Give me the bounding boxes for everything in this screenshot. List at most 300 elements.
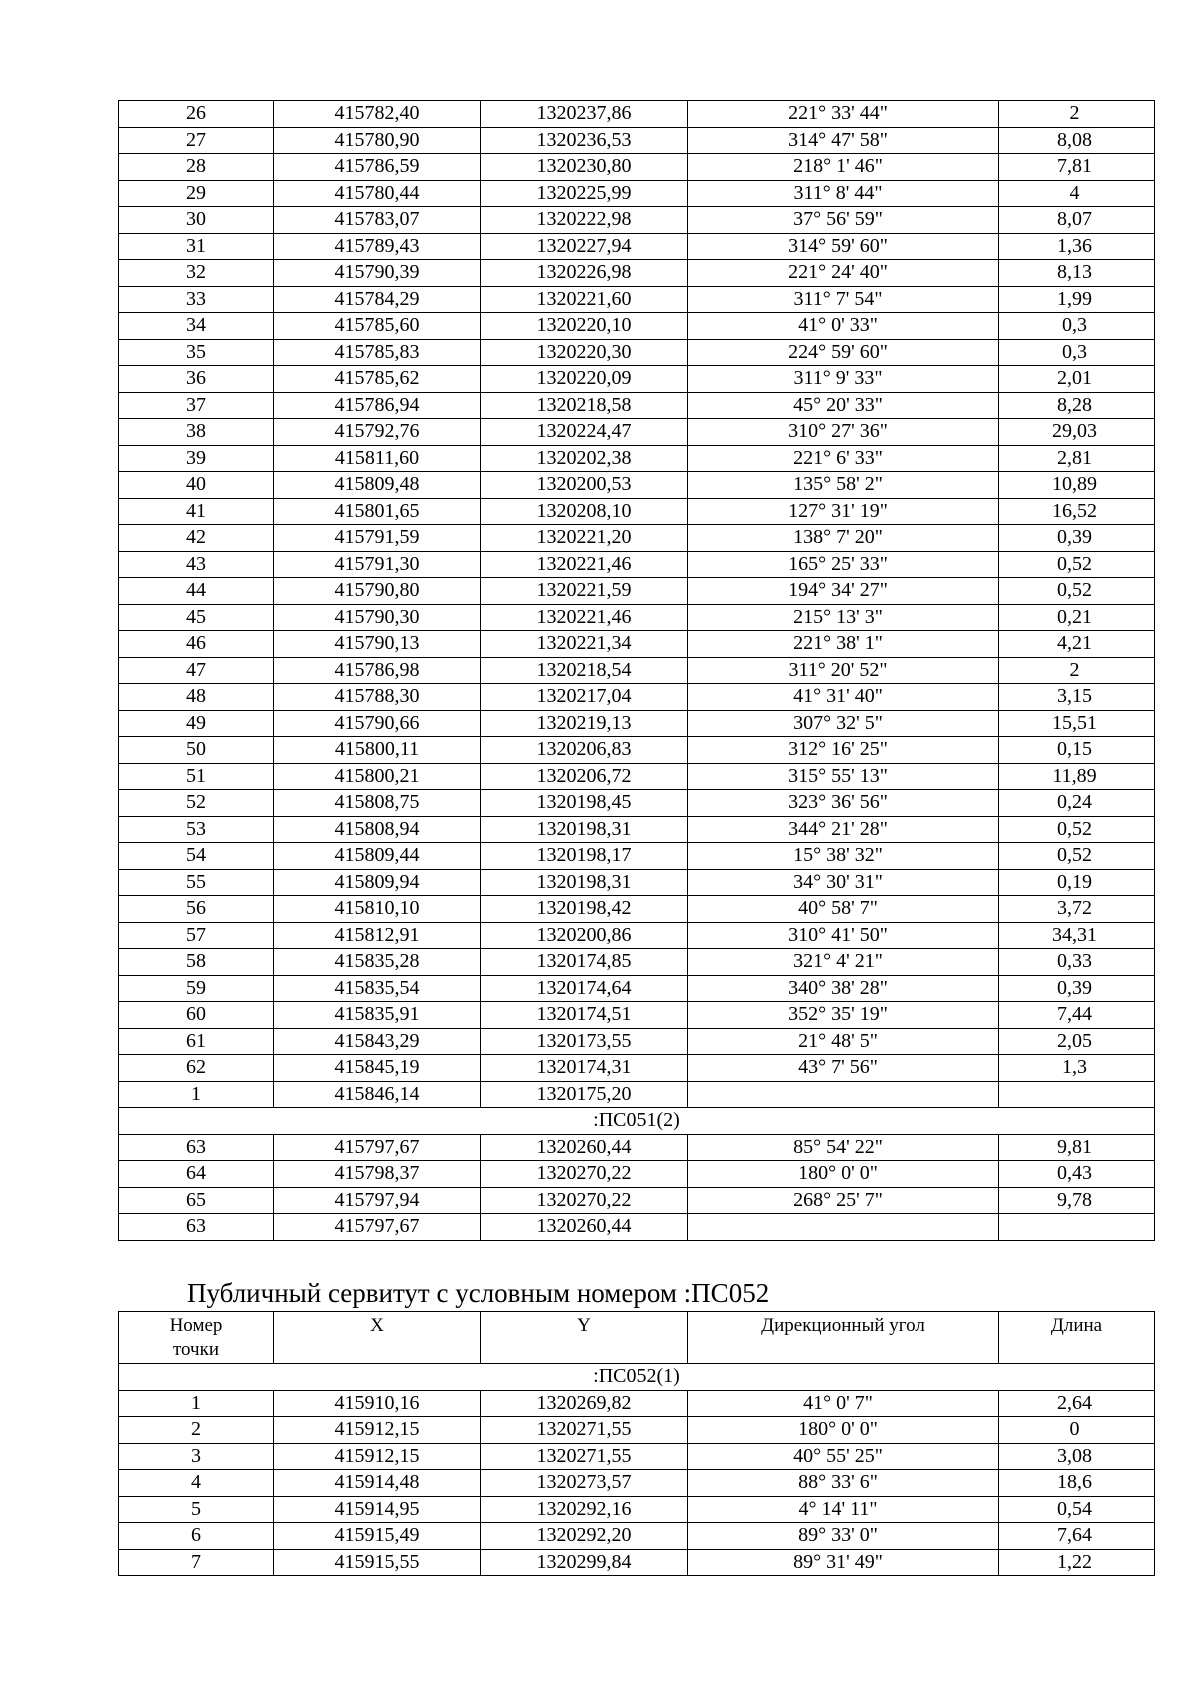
point-number-cell: 3 (119, 1443, 274, 1470)
direction-angle-cell: 40° 55' 25" (688, 1443, 999, 1470)
y-coordinate-cell: 1320200,86 (481, 922, 688, 949)
table-row (119, 684, 1155, 711)
point-number-cell: 35 (119, 339, 274, 366)
length-cell: 8,28 (999, 392, 1155, 419)
x-coordinate-cell: 415790,30 (274, 604, 481, 631)
length-cell: 2 (999, 101, 1155, 128)
x-coordinate-cell: 415808,75 (274, 790, 481, 817)
table-row (119, 366, 1155, 393)
x-coordinate-cell: 415791,30 (274, 551, 481, 578)
table-body-part1 (119, 101, 1155, 1108)
length-cell (999, 1081, 1155, 1108)
y-coordinate-cell: 1320271,55 (481, 1443, 688, 1470)
y-coordinate-cell: 1320221,34 (481, 631, 688, 658)
length-cell: 9,81 (999, 1134, 1155, 1161)
point-number-cell: 60 (119, 1002, 274, 1029)
y-coordinate-cell: 1320198,31 (481, 869, 688, 896)
y-coordinate-cell: 1320217,04 (481, 684, 688, 711)
y-coordinate-cell: 1320208,10 (481, 498, 688, 525)
table-row (119, 869, 1155, 896)
y-coordinate-cell: 1320220,10 (481, 313, 688, 340)
table-row (119, 472, 1155, 499)
header-direction-angle: Дирекционный угол (688, 1312, 999, 1364)
x-coordinate-cell: 415789,43 (274, 233, 481, 260)
y-coordinate-cell: 1320269,82 (481, 1390, 688, 1417)
length-cell: 10,89 (999, 472, 1155, 499)
point-number-cell: 26 (119, 101, 274, 128)
direction-angle-cell: 311° 9' 33" (688, 366, 999, 393)
length-cell: 0,54 (999, 1496, 1155, 1523)
y-coordinate-cell: 1320174,51 (481, 1002, 688, 1029)
direction-angle-cell: 34° 30' 31" (688, 869, 999, 896)
x-coordinate-cell: 415812,91 (274, 922, 481, 949)
length-cell: 0,43 (999, 1161, 1155, 1188)
point-number-cell: 1 (119, 1081, 274, 1108)
length-cell: 0,39 (999, 525, 1155, 552)
length-cell: 0,21 (999, 604, 1155, 631)
direction-angle-cell: 215° 13' 3" (688, 604, 999, 631)
length-cell: 0,3 (999, 313, 1155, 340)
x-coordinate-cell: 415790,13 (274, 631, 481, 658)
table-body-part2 (119, 1134, 1155, 1240)
point-number-cell: 59 (119, 975, 274, 1002)
header-y: Y (481, 1312, 688, 1364)
direction-angle-cell: 344° 21' 28" (688, 816, 999, 843)
point-number-cell: 33 (119, 286, 274, 313)
y-coordinate-cell: 1320173,55 (481, 1028, 688, 1055)
length-cell: 3,72 (999, 896, 1155, 923)
y-coordinate-cell: 1320206,83 (481, 737, 688, 764)
y-coordinate-cell: 1320292,16 (481, 1496, 688, 1523)
direction-angle-cell: 307° 32' 5" (688, 710, 999, 737)
length-cell: 29,03 (999, 419, 1155, 446)
table-row (119, 843, 1155, 870)
table-row (119, 1549, 1155, 1576)
subsection-label: :ПС052(1) (119, 1364, 1155, 1391)
direction-angle-cell: 221° 6' 33" (688, 445, 999, 472)
x-coordinate-cell: 415846,14 (274, 1081, 481, 1108)
point-number-cell: 46 (119, 631, 274, 658)
y-coordinate-cell: 1320227,94 (481, 233, 688, 260)
coordinates-table-ps052 (118, 1311, 1155, 1576)
direction-angle-cell: 21° 48' 5" (688, 1028, 999, 1055)
point-number-cell: 50 (119, 737, 274, 764)
y-coordinate-cell: 1320221,60 (481, 286, 688, 313)
x-coordinate-cell: 415910,16 (274, 1390, 481, 1417)
table-row (119, 1081, 1155, 1108)
point-number-cell: 38 (119, 419, 274, 446)
length-cell: 2 (999, 657, 1155, 684)
y-coordinate-cell: 1320237,86 (481, 101, 688, 128)
length-cell: 8,08 (999, 127, 1155, 154)
point-number-cell: 37 (119, 392, 274, 419)
table-row (119, 525, 1155, 552)
table-row (119, 1055, 1155, 1082)
length-cell: 4,21 (999, 631, 1155, 658)
header-point-number (119, 1312, 274, 1364)
point-number-cell: 52 (119, 790, 274, 817)
point-number-cell: 39 (119, 445, 274, 472)
length-cell: 16,52 (999, 498, 1155, 525)
point-number-cell: 27 (119, 127, 274, 154)
direction-angle-cell: 135° 58' 2" (688, 472, 999, 499)
length-cell: 7,44 (999, 1002, 1155, 1029)
x-coordinate-cell: 415790,80 (274, 578, 481, 605)
subsection-row-group (119, 1108, 1155, 1135)
direction-angle-cell: 312° 16' 25" (688, 737, 999, 764)
table-row (119, 1028, 1155, 1055)
length-cell: 2,64 (999, 1390, 1155, 1417)
point-number-cell: 63 (119, 1214, 274, 1241)
y-coordinate-cell: 1320198,17 (481, 843, 688, 870)
length-cell: 8,07 (999, 207, 1155, 234)
direction-angle-cell: 180° 0' 0" (688, 1161, 999, 1188)
direction-angle-cell: 311° 20' 52" (688, 657, 999, 684)
length-cell: 0,24 (999, 790, 1155, 817)
y-coordinate-cell: 1320270,22 (481, 1187, 688, 1214)
length-cell: 0,52 (999, 843, 1155, 870)
table-row (119, 154, 1155, 181)
x-coordinate-cell: 415797,67 (274, 1214, 481, 1241)
length-cell: 34,31 (999, 922, 1155, 949)
length-cell: 4 (999, 180, 1155, 207)
length-cell: 0,33 (999, 949, 1155, 976)
table-row (119, 949, 1155, 976)
y-coordinate-cell: 1320221,46 (481, 604, 688, 631)
point-number-cell: 31 (119, 233, 274, 260)
direction-angle-cell: 127° 31' 19" (688, 498, 999, 525)
direction-angle-cell: 180° 0' 0" (688, 1417, 999, 1444)
length-cell: 15,51 (999, 710, 1155, 737)
table-row (119, 101, 1155, 128)
direction-angle-cell: 311° 8' 44" (688, 180, 999, 207)
point-number-cell: 32 (119, 260, 274, 287)
x-coordinate-cell: 415808,94 (274, 816, 481, 843)
table-row (119, 975, 1155, 1002)
point-number-cell: 40 (119, 472, 274, 499)
point-number-cell: 58 (119, 949, 274, 976)
direction-angle-cell: 218° 1' 46" (688, 154, 999, 181)
direction-angle-cell: 41° 0' 33" (688, 313, 999, 340)
x-coordinate-cell: 415914,95 (274, 1496, 481, 1523)
header-point-number-line2: точки (172, 1339, 219, 1360)
point-number-cell: 61 (119, 1028, 274, 1055)
table-row (119, 1523, 1155, 1550)
table-row (119, 737, 1155, 764)
y-coordinate-cell: 1320225,99 (481, 180, 688, 207)
table-row (119, 1496, 1155, 1523)
point-number-cell: 34 (119, 313, 274, 340)
subsection-row (119, 1364, 1155, 1391)
length-cell: 9,78 (999, 1187, 1155, 1214)
header-row (119, 1312, 1155, 1364)
length-cell: 7,81 (999, 154, 1155, 181)
point-number-cell: 43 (119, 551, 274, 578)
x-coordinate-cell: 415800,21 (274, 763, 481, 790)
point-number-cell: 1 (119, 1390, 274, 1417)
y-coordinate-cell: 1320200,53 (481, 472, 688, 499)
direction-angle-cell: 315° 55' 13" (688, 763, 999, 790)
subsection-row-group (119, 1364, 1155, 1391)
length-cell: 2,01 (999, 366, 1155, 393)
point-number-cell: 44 (119, 578, 274, 605)
table-row (119, 1214, 1155, 1241)
y-coordinate-cell: 1320198,31 (481, 816, 688, 843)
length-cell: 0,52 (999, 578, 1155, 605)
point-number-cell: 64 (119, 1161, 274, 1188)
y-coordinate-cell: 1320221,46 (481, 551, 688, 578)
direction-angle-cell: 321° 4' 21" (688, 949, 999, 976)
x-coordinate-cell: 415912,15 (274, 1417, 481, 1444)
table-row (119, 790, 1155, 817)
table-row (119, 1417, 1155, 1444)
y-coordinate-cell: 1320218,58 (481, 392, 688, 419)
x-coordinate-cell: 415809,48 (274, 472, 481, 499)
x-coordinate-cell: 415914,48 (274, 1470, 481, 1497)
x-coordinate-cell: 415915,49 (274, 1523, 481, 1550)
direction-angle-cell: 85° 54' 22" (688, 1134, 999, 1161)
length-cell: 1,22 (999, 1549, 1155, 1576)
direction-angle-cell: 268° 25' 7" (688, 1187, 999, 1214)
direction-angle-cell: 314° 47' 58" (688, 127, 999, 154)
table-body (119, 1390, 1155, 1576)
x-coordinate-cell: 415809,94 (274, 869, 481, 896)
table-row (119, 631, 1155, 658)
y-coordinate-cell: 1320221,20 (481, 525, 688, 552)
subsection-row (119, 1108, 1155, 1135)
coordinates-table-ps051 (118, 100, 1155, 1241)
y-coordinate-cell: 1320206,72 (481, 763, 688, 790)
point-number-cell: 47 (119, 657, 274, 684)
direction-angle-cell: 41° 31' 40" (688, 684, 999, 711)
length-cell: 0 (999, 1417, 1155, 1444)
direction-angle-cell: 224° 59' 60" (688, 339, 999, 366)
x-coordinate-cell: 415788,30 (274, 684, 481, 711)
x-coordinate-cell: 415785,62 (274, 366, 481, 393)
y-coordinate-cell: 1320236,53 (481, 127, 688, 154)
table-row (119, 578, 1155, 605)
direction-angle-cell: 40° 58' 7" (688, 896, 999, 923)
x-coordinate-cell: 415782,40 (274, 101, 481, 128)
table-row (119, 604, 1155, 631)
table-row (119, 207, 1155, 234)
direction-angle-cell: 311° 7' 54" (688, 286, 999, 313)
y-coordinate-cell: 1320198,45 (481, 790, 688, 817)
y-coordinate-cell: 1320230,80 (481, 154, 688, 181)
x-coordinate-cell: 415786,59 (274, 154, 481, 181)
table-row (119, 896, 1155, 923)
length-cell: 0,39 (999, 975, 1155, 1002)
table-row (119, 392, 1155, 419)
table-row (119, 1470, 1155, 1497)
point-number-cell: 51 (119, 763, 274, 790)
point-number-cell: 55 (119, 869, 274, 896)
direction-angle-cell: 340° 38' 28" (688, 975, 999, 1002)
point-number-cell: 57 (119, 922, 274, 949)
point-number-cell: 36 (119, 366, 274, 393)
x-coordinate-cell: 415791,59 (274, 525, 481, 552)
x-coordinate-cell: 415835,91 (274, 1002, 481, 1029)
x-coordinate-cell: 415811,60 (274, 445, 481, 472)
direction-angle-cell: 221° 33' 44" (688, 101, 999, 128)
point-number-cell: 63 (119, 1134, 274, 1161)
y-coordinate-cell: 1320260,44 (481, 1134, 688, 1161)
y-coordinate-cell: 1320220,09 (481, 366, 688, 393)
header-point-number-line1: Номер (169, 1315, 223, 1336)
x-coordinate-cell: 415785,83 (274, 339, 481, 366)
table-row (119, 180, 1155, 207)
y-coordinate-cell: 1320218,54 (481, 657, 688, 684)
direction-angle-cell: 314° 59' 60" (688, 233, 999, 260)
direction-angle-cell: 15° 38' 32" (688, 843, 999, 870)
x-coordinate-cell: 415797,94 (274, 1187, 481, 1214)
table-row (119, 498, 1155, 525)
y-coordinate-cell: 1320270,22 (481, 1161, 688, 1188)
point-number-cell: 54 (119, 843, 274, 870)
length-cell: 1,3 (999, 1055, 1155, 1082)
length-cell: 0,3 (999, 339, 1155, 366)
direction-angle-cell: 323° 36' 56" (688, 790, 999, 817)
length-cell: 2,81 (999, 445, 1155, 472)
point-number-cell: 6 (119, 1523, 274, 1550)
length-cell: 0,15 (999, 737, 1155, 764)
y-coordinate-cell: 1320221,59 (481, 578, 688, 605)
direction-angle-cell: 352° 35' 19" (688, 1002, 999, 1029)
length-cell: 1,99 (999, 286, 1155, 313)
point-number-cell: 56 (119, 896, 274, 923)
point-number-cell: 62 (119, 1055, 274, 1082)
y-coordinate-cell: 1320202,38 (481, 445, 688, 472)
table-row (119, 1187, 1155, 1214)
point-number-cell: 2 (119, 1417, 274, 1444)
y-coordinate-cell: 1320220,30 (481, 339, 688, 366)
table-row (119, 763, 1155, 790)
point-number-cell: 48 (119, 684, 274, 711)
table-row (119, 445, 1155, 472)
length-cell: 11,89 (999, 763, 1155, 790)
direction-angle-cell: 221° 38' 1" (688, 631, 999, 658)
direction-angle-cell: 43° 7' 56" (688, 1055, 999, 1082)
x-coordinate-cell: 415835,28 (274, 949, 481, 976)
y-coordinate-cell: 1320224,47 (481, 419, 688, 446)
length-cell: 3,08 (999, 1443, 1155, 1470)
y-coordinate-cell: 1320292,20 (481, 1523, 688, 1550)
y-coordinate-cell: 1320174,31 (481, 1055, 688, 1082)
table-row (119, 1134, 1155, 1161)
x-coordinate-cell: 415792,76 (274, 419, 481, 446)
point-number-cell: 53 (119, 816, 274, 843)
direction-angle-cell: 89° 31' 49" (688, 1549, 999, 1576)
table-row (119, 922, 1155, 949)
section-title: Публичный сервитут с условным номером :ПС052 (187, 1278, 770, 1308)
length-cell: 18,6 (999, 1470, 1155, 1497)
table-row (119, 1161, 1155, 1188)
x-coordinate-cell: 415790,66 (274, 710, 481, 737)
point-number-cell: 4 (119, 1470, 274, 1497)
direction-angle-cell: 138° 7' 20" (688, 525, 999, 552)
table-row (119, 286, 1155, 313)
x-coordinate-cell: 415780,44 (274, 180, 481, 207)
table-row (119, 657, 1155, 684)
direction-angle-cell: 41° 0' 7" (688, 1390, 999, 1417)
table-row (119, 127, 1155, 154)
header-x: X (274, 1312, 481, 1364)
table-row (119, 419, 1155, 446)
length-cell: 0,19 (999, 869, 1155, 896)
direction-angle-cell: 194° 34' 27" (688, 578, 999, 605)
length-cell: 0,52 (999, 551, 1155, 578)
y-coordinate-cell: 1320198,42 (481, 896, 688, 923)
table-row (119, 313, 1155, 340)
x-coordinate-cell: 415783,07 (274, 207, 481, 234)
y-coordinate-cell: 1320174,85 (481, 949, 688, 976)
x-coordinate-cell: 415798,37 (274, 1161, 481, 1188)
y-coordinate-cell: 1320260,44 (481, 1214, 688, 1241)
direction-angle-cell: 88° 33' 6" (688, 1470, 999, 1497)
point-number-cell: 30 (119, 207, 274, 234)
direction-angle-cell: 310° 27' 36" (688, 419, 999, 446)
x-coordinate-cell: 415912,15 (274, 1443, 481, 1470)
point-number-cell: 28 (119, 154, 274, 181)
point-number-cell: 65 (119, 1187, 274, 1214)
length-cell: 8,13 (999, 260, 1155, 287)
table-row (119, 710, 1155, 737)
y-coordinate-cell: 1320273,57 (481, 1470, 688, 1497)
x-coordinate-cell: 415800,11 (274, 737, 481, 764)
x-coordinate-cell: 415780,90 (274, 127, 481, 154)
table-row (119, 551, 1155, 578)
y-coordinate-cell: 1320226,98 (481, 260, 688, 287)
direction-angle-cell: 4° 14' 11" (688, 1496, 999, 1523)
point-number-cell: 5 (119, 1496, 274, 1523)
direction-angle-cell: 37° 56' 59" (688, 207, 999, 234)
point-number-cell: 45 (119, 604, 274, 631)
y-coordinate-cell: 1320299,84 (481, 1549, 688, 1576)
x-coordinate-cell: 415784,29 (274, 286, 481, 313)
direction-angle-cell: 89° 33' 0" (688, 1523, 999, 1550)
point-number-cell: 29 (119, 180, 274, 207)
x-coordinate-cell: 415835,54 (274, 975, 481, 1002)
x-coordinate-cell: 415797,67 (274, 1134, 481, 1161)
table-row (119, 1390, 1155, 1417)
point-number-cell: 7 (119, 1549, 274, 1576)
direction-angle-cell (688, 1081, 999, 1108)
table-row (119, 260, 1155, 287)
point-number-cell: 49 (119, 710, 274, 737)
table-row (119, 1002, 1155, 1029)
length-cell: 0,52 (999, 816, 1155, 843)
point-number-cell: 42 (119, 525, 274, 552)
y-coordinate-cell: 1320175,20 (481, 1081, 688, 1108)
length-cell: 2,05 (999, 1028, 1155, 1055)
x-coordinate-cell: 415790,39 (274, 260, 481, 287)
x-coordinate-cell: 415845,19 (274, 1055, 481, 1082)
x-coordinate-cell: 415915,55 (274, 1549, 481, 1576)
direction-angle-cell: 221° 24' 40" (688, 260, 999, 287)
table-row (119, 1443, 1155, 1470)
x-coordinate-cell: 415786,94 (274, 392, 481, 419)
y-coordinate-cell: 1320219,13 (481, 710, 688, 737)
direction-angle-cell (688, 1214, 999, 1241)
point-number-cell: 41 (119, 498, 274, 525)
x-coordinate-cell: 415786,98 (274, 657, 481, 684)
length-cell: 3,15 (999, 684, 1155, 711)
direction-angle-cell: 310° 41' 50" (688, 922, 999, 949)
x-coordinate-cell: 415810,10 (274, 896, 481, 923)
length-cell: 7,64 (999, 1523, 1155, 1550)
subsection-label: :ПС051(2) (119, 1108, 1155, 1135)
table-row (119, 339, 1155, 366)
